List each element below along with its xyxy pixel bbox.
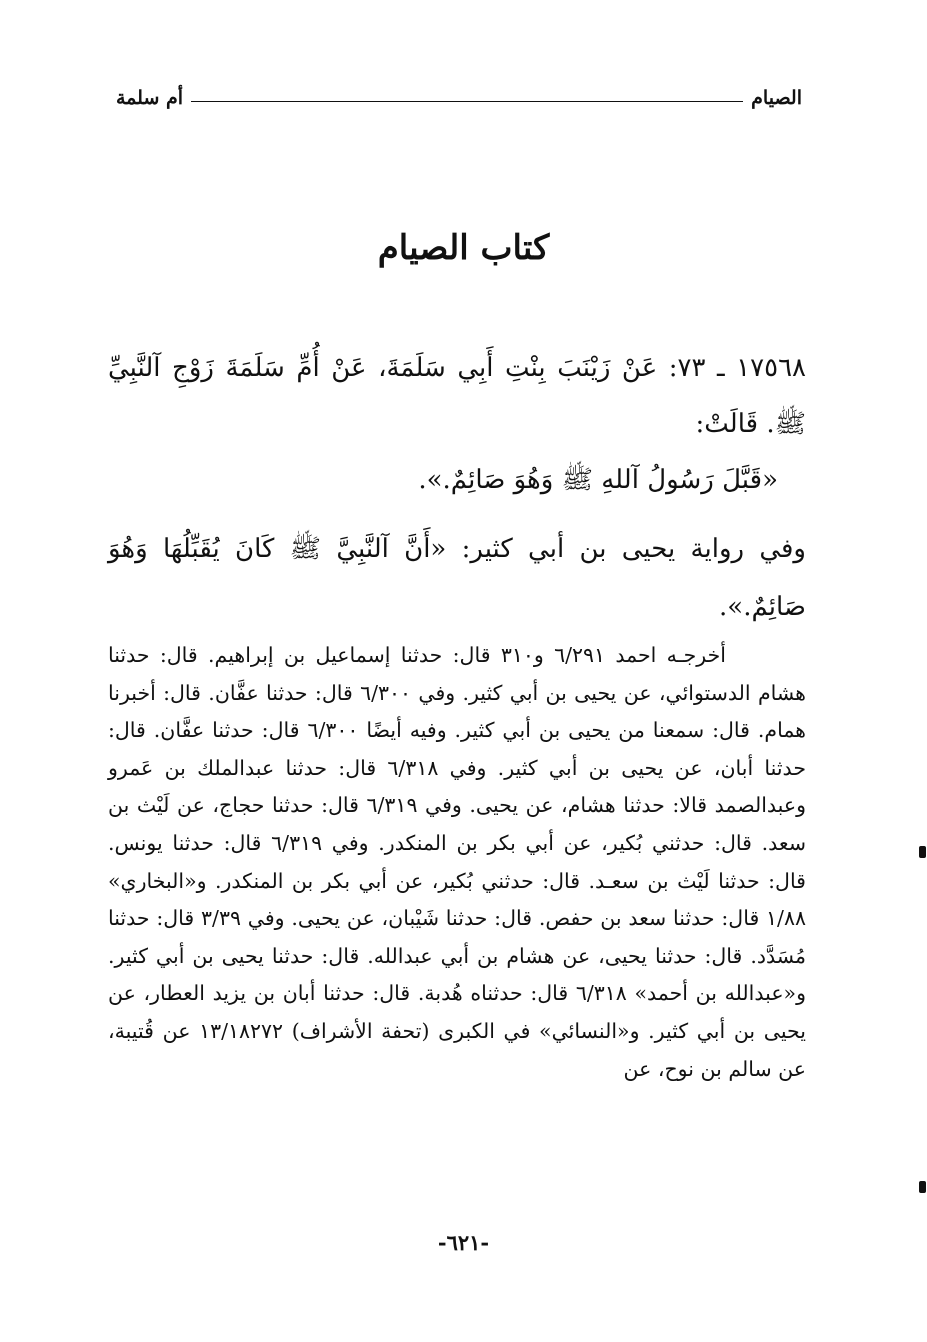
header-chapter: الصيام [751,87,802,109]
running-header [116,82,802,114]
takhrij-text: أخرجـه احمد ٦/٢٩١ و٣١٠ قال: حدثنا إسماعيل بن إبراهيم. قال: حدثنا هشام الدستوائي، عن يحيى بن أبي كثير. وفي ٦/٣٠٠ قال: حدثنا عفَّان. قال: أخبرنا همام. قال: سمعنا من يحيى بن أبي كثير. وفيه أيضًا ٦/٣٠٠ قال: حدثنا عفَّان. قال: حدثنا أبان، عن يحيى بن أبي كثير. وفي ٦/٣١٨ قال: حدثنا عبدالملك بن عَمرو وعبدالصمد قالا: حدثنا هشام، عن يحيى. وفي ٦/٣١٩ قال: حدثنا حجاج، عن لَيْث بن سعد. قال: حدثني بُكير، عن أبي بكر بن المنكدر. وفي ٦/٣١٩ قال: حدثنا يونس. قال: حدثنا لَيْث بن سعـد. قال: حدثني بُكير، عن أبي بكر بن المنكدر. و«البخاري» ١/٨٨ قال: حدثنا سعد بن حفص. قال: حدثنا شَيْبان، عن يحيى. وفي ٣/٣٩ قال: حدثنا مُسَدَّد. قال: حدثنا يحيى، عن هشام بن أبي عبدالله. قال: حدثنا يحيى بن أبي كثير. و«عبدالله بن أحمد» ٦/٣١٨ قال: حدثناه هُدبة. قال: حدثنا أبان بن يزيد العطار، عن يحيى بن أبي كثير. و«النسائي» في الكبرى (تحفة الأشراف) ١٣/١٨٢٧٢ عن قُتيبة، عن سالم بن نوح، عن [108,643,806,1081]
hadith-text [108,340,806,508]
page-number: -٦٢١- [437,1230,490,1255]
book-title: كتاب الصيام [377,228,550,268]
header-rule [191,101,743,102]
hadith-isnad: ١٧٥٦٨ ـ ٧٣: عَنْ زَيْنَبَ بِنْتِ أَبِي سَلَمَةَ، عَنْ أُمِّ سَلَمَةَ زَوْجِ آلنَّبِيِّ ﷺ. قَالَتْ: [108,353,806,439]
takhrij-section [108,637,806,1088]
margin-mark [919,1181,926,1193]
alternate-narration: وفي رواية يحيى بن أبي كثير: «أَنَّ آلنَّبِيَّ ﷺ كَانَ يُقَبِّلُهَا وَهُوَ صَائِمٌ.». [108,534,806,622]
header-narrator: أم سلمة [116,87,184,109]
margin-mark [919,846,926,858]
hadith-matn: «قَبَّلَ رَسُولُ آللهِ ﷺ وَهُوَ صَائِمٌ.». [418,465,778,495]
